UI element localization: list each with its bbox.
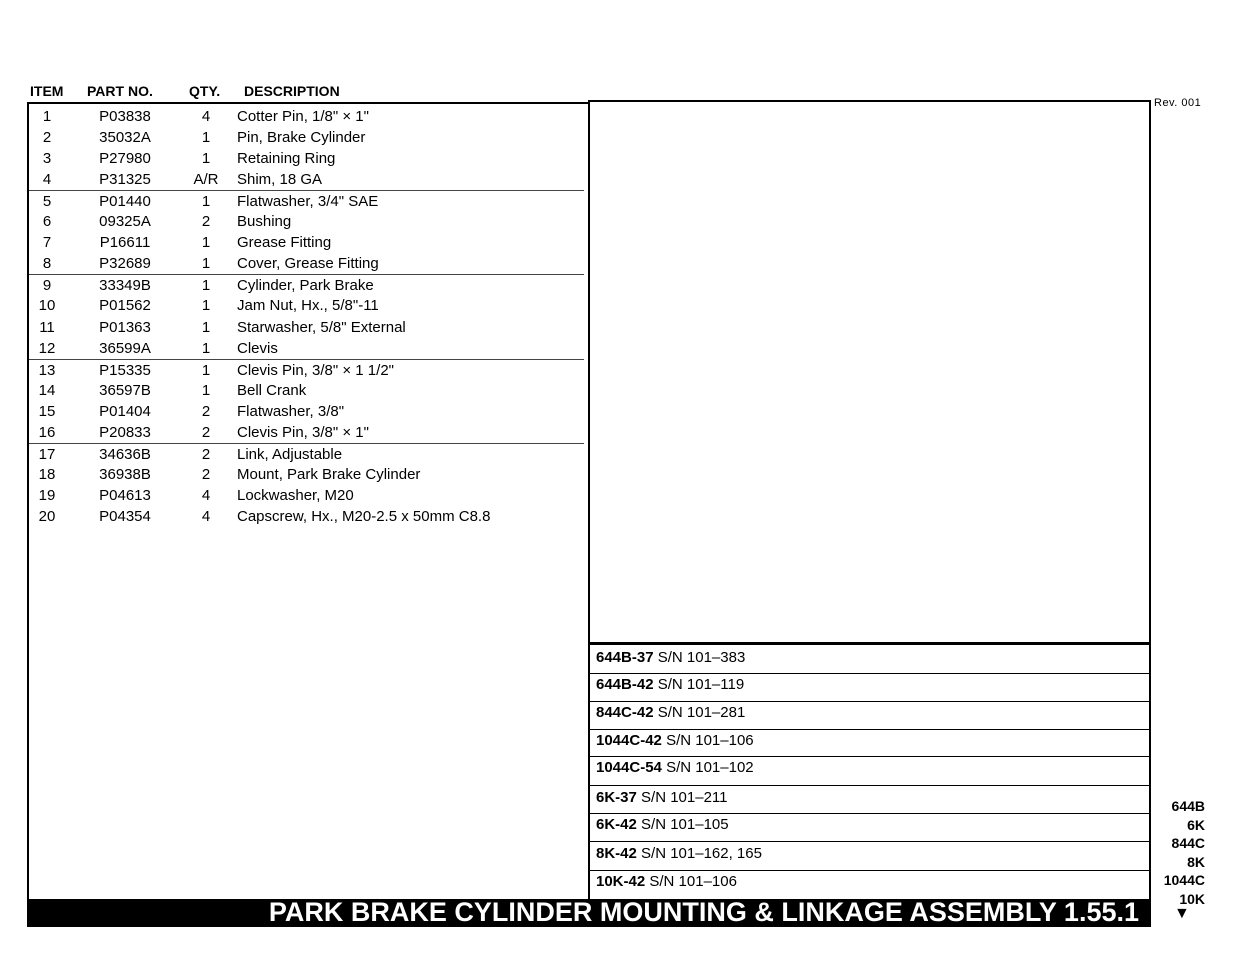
page-title: PARK BRAKE CYLINDER MOUNTING & LINKAGE ASSEMBLY 1.55.1 — [268, 897, 1139, 927]
description: Capscrew, Hx., M20-2.5 x 50mm C8.8 — [237, 507, 491, 525]
item-number: 5 — [42, 193, 52, 211]
parts-row — [29, 317, 584, 338]
serial-range: S/N 101–383 — [657, 649, 746, 666]
quantity: 2 — [201, 423, 211, 441]
serial-divider — [590, 673, 1149, 674]
serial-model: 1044C-42 — [596, 732, 662, 749]
part-number: 33349B — [99, 277, 151, 295]
serial-model: 10K-42 — [596, 873, 646, 890]
quantity: 1 — [201, 255, 211, 273]
quantity: 4 — [201, 108, 211, 125]
parts-row — [29, 190, 584, 212]
description: Mount, Park Brake Cylinder — [237, 465, 421, 483]
quantity: 2 — [201, 445, 211, 463]
description: Starwasher, 5/8" External — [237, 318, 406, 336]
item-number: 10 — [38, 297, 56, 315]
parts-row — [29, 464, 584, 485]
quantity: 2 — [201, 213, 211, 231]
parts-row — [29, 211, 584, 232]
quantity: 2 — [201, 402, 211, 420]
item-number: 6 — [42, 213, 52, 231]
part-number: P04613 — [99, 486, 151, 504]
header-item: ITEM — [30, 83, 64, 99]
serial-range: S/N 101–106 — [649, 873, 737, 890]
serial-model: 644B-37 — [596, 649, 654, 666]
description: Bell Crank — [237, 381, 307, 399]
quantity: 1 — [201, 297, 211, 315]
quantity: 1 — [201, 339, 211, 357]
quantity: 1 — [201, 381, 211, 399]
part-number: 36597B — [99, 381, 151, 399]
parts-row — [29, 380, 584, 401]
quantity: 1 — [201, 361, 211, 379]
description: Pin, Brake Cylinder — [237, 129, 366, 147]
quantity: 4 — [201, 507, 211, 525]
part-number: P04354 — [99, 507, 151, 525]
serial-range: S/N 101–162, 165 — [641, 845, 762, 862]
parts-row — [29, 443, 584, 465]
description: Clevis Pin, 3/8" × 1" — [237, 423, 369, 441]
description: Flatwasher, 3/4" SAE — [237, 193, 379, 211]
parts-row — [29, 232, 584, 253]
revision-label: Rev. 001 — [1154, 97, 1202, 109]
part-number: 09325A — [99, 213, 151, 231]
item-number: 7 — [42, 234, 52, 252]
serial-row — [596, 732, 1146, 749]
part-number: P20833 — [99, 423, 151, 441]
serial-divider — [590, 701, 1149, 702]
description: Shim, 18 GA — [237, 171, 323, 189]
item-number: 1 — [42, 108, 52, 125]
part-number: 36938B — [99, 465, 151, 483]
serial-row — [596, 816, 1146, 833]
serial-model: 6K-42 — [596, 816, 637, 833]
model-label: 844C — [1171, 835, 1205, 851]
item-number: 15 — [38, 402, 56, 420]
description: Bushing — [237, 213, 292, 231]
parts-row — [29, 485, 584, 506]
part-number: P15335 — [99, 361, 151, 379]
quantity: A/R — [193, 171, 219, 189]
part-number: P32689 — [99, 255, 151, 273]
serial-divider — [590, 729, 1149, 730]
item-number: 19 — [38, 486, 56, 504]
item-number: 12 — [38, 339, 56, 357]
parts-row — [29, 506, 584, 527]
header-qty: QTY. — [189, 83, 221, 99]
serial-model: 8K-42 — [596, 845, 637, 862]
serial-range: S/N 101–105 — [641, 816, 729, 833]
parts-row — [29, 401, 584, 422]
item-number: 13 — [38, 361, 56, 379]
serial-row — [596, 845, 1146, 862]
description: Retaining Ring — [237, 150, 336, 168]
quantity: 1 — [201, 318, 211, 336]
quantity: 1 — [201, 234, 211, 252]
part-number: P01440 — [99, 193, 151, 211]
parts-row — [29, 295, 584, 316]
serial-row — [596, 873, 1146, 890]
description: Clevis — [237, 339, 278, 357]
item-number: 18 — [38, 465, 56, 483]
item-number: 14 — [38, 381, 56, 399]
quantity: 1 — [201, 150, 211, 168]
description: Clevis Pin, 3/8" × 1 1/2" — [237, 361, 394, 379]
part-number: P16611 — [99, 234, 151, 252]
item-number: 8 — [42, 255, 52, 273]
serial-model: 644B-42 — [596, 676, 654, 693]
serial-range: S/N 101–102 — [666, 759, 754, 776]
description: Grease Fitting — [237, 234, 332, 252]
quantity: 1 — [201, 129, 211, 147]
description: Cotter Pin, 1/8" × 1" — [237, 108, 369, 125]
title-bar — [27, 899, 1151, 927]
quantity: 2 — [201, 465, 211, 483]
header-part-no: PART NO. — [87, 83, 153, 99]
parts-row — [29, 422, 584, 443]
model-label: 8K — [1187, 853, 1205, 870]
part-number: P31325 — [99, 171, 151, 189]
serial-divider — [590, 870, 1149, 871]
parts-row — [29, 274, 584, 296]
serial-row — [596, 704, 1146, 721]
description: Cover, Grease Fitting — [237, 255, 379, 273]
serial-model: 1044C-54 — [596, 759, 662, 776]
parts-list — [27, 102, 588, 899]
part-number: P01404 — [99, 402, 151, 420]
serial-divider — [590, 785, 1149, 786]
serial-range: S/N 101–119 — [657, 676, 745, 693]
model-label: 644B — [1171, 798, 1205, 814]
model-label: 1044C — [1163, 872, 1205, 888]
serial-model: 844C-42 — [596, 704, 654, 721]
serial-divider — [590, 841, 1149, 842]
parts-row — [29, 127, 584, 148]
description: Link, Adjustable — [237, 445, 343, 463]
parts-row — [29, 338, 584, 359]
quantity: 4 — [201, 486, 211, 504]
serial-range: S/N 101–106 — [666, 732, 754, 749]
description: Flatwasher, 3/8" — [237, 402, 345, 420]
part-number: P01562 — [99, 297, 151, 315]
serial-range: S/N 101–211 — [641, 789, 728, 806]
item-number: 16 — [38, 423, 56, 441]
serial-model: 6K-37 — [596, 789, 637, 806]
item-number: 11 — [39, 318, 55, 336]
serial-divider — [590, 813, 1149, 814]
quantity: 1 — [201, 193, 211, 211]
quantity: 1 — [201, 277, 211, 295]
part-number: P27980 — [99, 150, 151, 168]
serial-range: S/N 101–281 — [657, 704, 746, 721]
part-number: P03838 — [99, 108, 151, 125]
serial-row — [596, 676, 1146, 693]
parts-row — [29, 359, 584, 381]
item-number: 20 — [38, 507, 56, 525]
item-number: 4 — [42, 171, 52, 189]
parts-row — [29, 148, 584, 169]
serial-divider — [590, 756, 1149, 757]
parts-row — [29, 106, 584, 127]
serial-row — [596, 649, 1146, 666]
model-label: 6K — [1187, 816, 1205, 833]
item-number: 3 — [42, 150, 52, 168]
parts-row — [29, 169, 584, 190]
item-number: 9 — [42, 277, 52, 295]
model-label: 10K — [1179, 890, 1205, 907]
header-description: DESCRIPTION — [244, 83, 340, 99]
illustration-area — [588, 100, 1151, 645]
part-number: P01363 — [99, 318, 151, 336]
serial-row — [596, 789, 1146, 806]
part-number: 35032A — [99, 129, 151, 147]
part-number: 34636B — [99, 445, 151, 463]
serial-number-table — [588, 645, 1151, 899]
serial-row — [596, 759, 1146, 776]
down-triangle-icon: ▼ — [1174, 905, 1190, 922]
description: Lockwasher, M20 — [237, 486, 354, 504]
item-number: 2 — [42, 129, 52, 147]
description: Cylinder, Park Brake — [237, 277, 374, 295]
part-number: 36599A — [99, 339, 151, 357]
parts-row — [29, 253, 584, 274]
description: Jam Nut, Hx., 5/8"-11 — [237, 297, 379, 315]
item-number: 17 — [38, 445, 56, 463]
model-list — [1164, 797, 1205, 908]
